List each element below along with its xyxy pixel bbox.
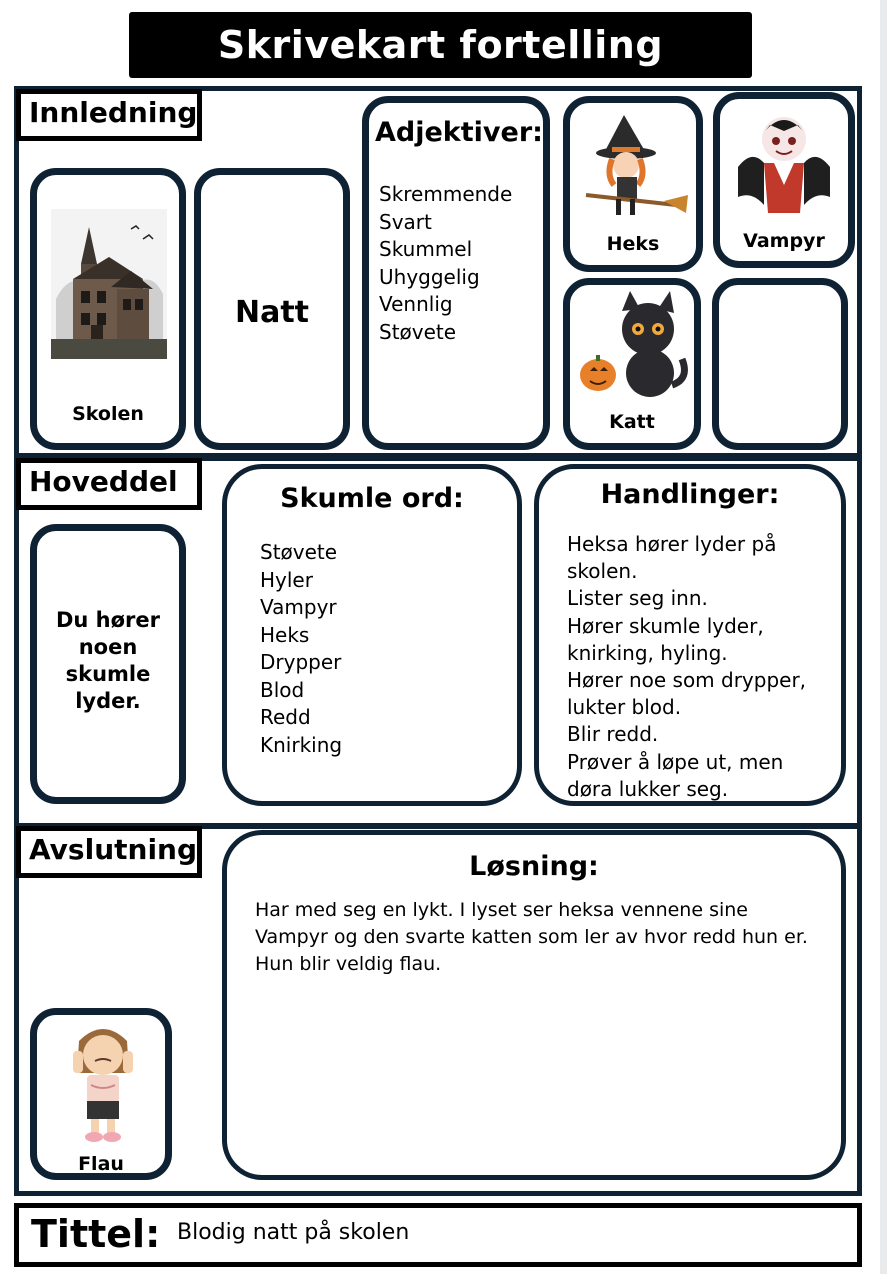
title-box-label: Tittel:	[31, 1212, 161, 1256]
adjective-item: Skummel	[379, 237, 473, 261]
actions-card	[534, 464, 846, 806]
scary-word-item: Drypper	[260, 650, 342, 674]
time-card	[194, 168, 350, 450]
vampire-icon	[734, 105, 834, 221]
scary-word-item: Blod	[260, 677, 305, 702]
character-caption-cat: Katt	[609, 411, 655, 433]
problem-card	[30, 524, 186, 804]
scary-word-item: Redd	[260, 705, 311, 729]
time-text: Natt	[234, 295, 310, 330]
actions-text: Heksa hører lyder på skolen. Lister seg inn. Hører skumle lyder, knirking, hyling. Hører noe som drypper, lukter blod. Blir redd. Prøver å løpe ut, men døra lukker seg.	[567, 532, 807, 801]
place-card	[30, 168, 186, 450]
adjectives-heading: Adjektiver:	[375, 117, 543, 148]
witch-icon	[584, 113, 688, 223]
intro-label: Innledning	[16, 89, 202, 141]
character-card-vampire	[713, 92, 855, 268]
main-label: Hoveddel	[16, 458, 202, 510]
adjectives-list	[379, 181, 512, 346]
character-caption-vampire: Vampyr	[743, 230, 825, 252]
solution-heading: Løsning:	[469, 851, 599, 882]
scary-words-list	[260, 539, 342, 759]
ending-label: Avslutning	[16, 826, 202, 878]
page-title: Skrivekart fortelling	[129, 12, 752, 78]
scary-word-item: Knirking	[260, 732, 343, 757]
scary-words-heading: Skumle ord:	[280, 483, 464, 514]
adjective-item: Uhyggelig	[379, 264, 480, 289]
solution-text: Har med seg en lykt. I lyset ser heksa vennene sine Vampyr og den svarte katten som ler av hvor redd hun er. Hun blir veldig flau.	[255, 899, 808, 975]
title-box	[14, 1203, 862, 1267]
story-title[interactable]: Blodig natt på skolen	[177, 1220, 410, 1245]
adjective-item: Skremmende	[379, 182, 513, 206]
scary-words-card	[222, 464, 522, 806]
feeling-caption: Flau	[78, 1153, 124, 1175]
page-edge	[880, 0, 887, 1274]
place-caption: Skolen	[72, 403, 144, 425]
embarrassed-girl-icon	[67, 1021, 139, 1143]
adjectives-card	[362, 96, 550, 450]
scary-word-item: Hyler	[260, 567, 313, 592]
actions-heading: Handlinger:	[600, 479, 780, 510]
empty-character-card	[712, 278, 848, 450]
scary-word-item: Støvete	[260, 540, 338, 564]
adjective-item: Vennlig	[379, 292, 453, 316]
problem-text: Du hører noen skumle lyder.	[55, 608, 161, 713]
adjective-item: Støvete	[379, 319, 457, 344]
solution-card	[222, 830, 846, 1180]
character-card-witch	[563, 96, 703, 272]
haunted-house-icon	[51, 209, 167, 359]
scary-word-item: Vampyr	[260, 595, 337, 619]
adjective-item: Svart	[379, 209, 432, 234]
character-card-cat	[563, 278, 701, 450]
cat-icon	[578, 289, 690, 401]
character-caption-witch: Heks	[606, 233, 660, 255]
scary-word-item: Heks	[260, 622, 310, 647]
feeling-card	[30, 1008, 172, 1180]
